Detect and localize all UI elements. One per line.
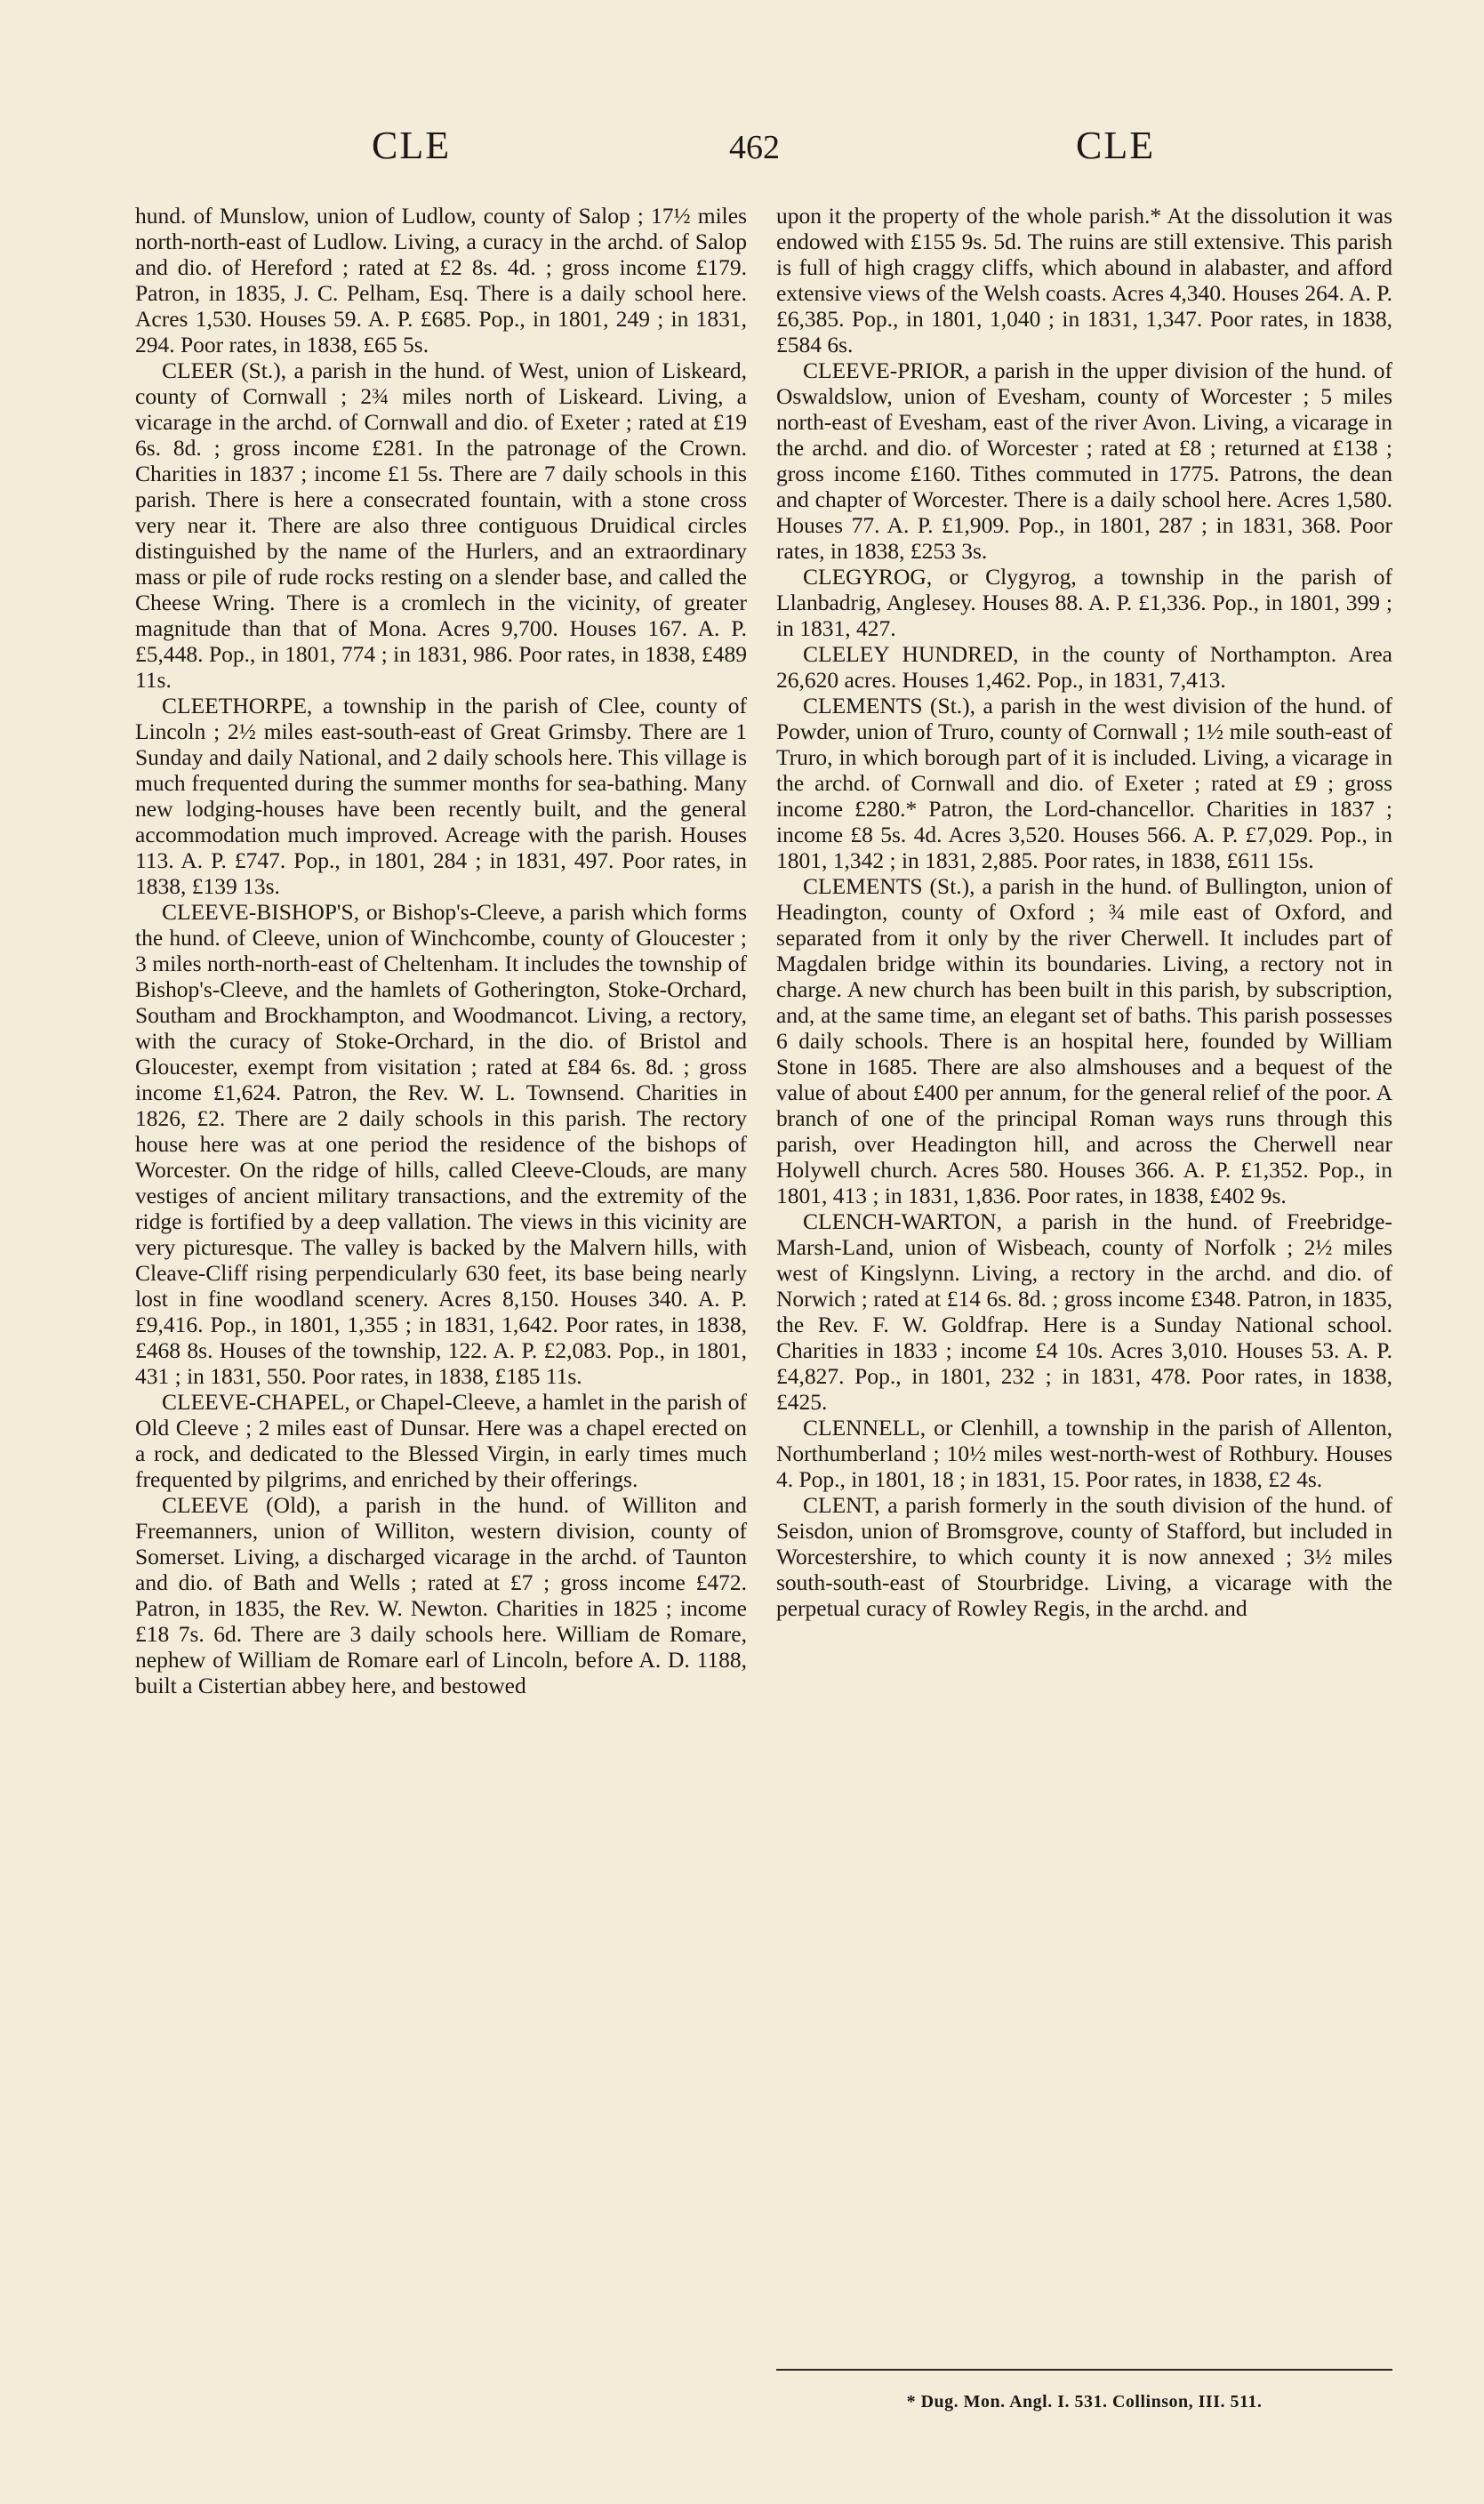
entry-paragraph: CLEEVE (Old), a parish in the hund. of Williton and Freemanners, union of Williton, western division, county of Somerset. Living, a discharged vicarage in the archd. of Taunton and dio. of Bath and Wells ; rated at £7 ; gross income £472. Patron, in 1835, the Rev. W. Newton. Charities in 1825 ; income £18 7s. 6d. There are 3 daily schools here. William de Romare, nephew of William de Romare earl of Lincoln, before A. D. 1188, built a Cistertian abbey here, and bestowed: [135, 1492, 747, 1698]
entry-paragraph: CLEMENTS (St.), a parish in the hund. of Bullington, union of Headington, county of Oxford ; ¾ mile east of Oxford, and separated from it only by the river Cherwell. It includes part of Magdalen bridge within its boundaries. Living, a rectory not in charge. A new church has been built in this parish, by subscription, and, at the same time, an elegant set of baths. This parish possesses 6 daily schools. There is an hospital here, founded by William Stone in 1685. There are also almshouses and a bequest of the value of about £400 per annum, for the general relief of the poor. A branch of one of the principal Roman ways runs through this parish, over Headington hill, and across the Cherwell near Holywell church. Acres 580. Houses 366. A. P. £1,352. Pop., in 1801, 413 ; in 1831, 1,836. Poor rates, in 1838, £402 9s.: [776, 873, 1392, 1208]
footnote-rule: [776, 2369, 1392, 2371]
entry-paragraph: CLENT, a parish formerly in the south division of the hund. of Seisdon, union of Bromsgrove, county of Stafford, but included in Worcestershire, to which county it is now annexed ; 3½ miles south-south-east of Stourbridge. Living, a vicarage with the perpetual curacy of Rowley Regis, in the archd. and: [776, 1492, 1392, 1621]
footnote: * Dug. Mon. Angl. I. 531. Collinson, III. 511.: [906, 2392, 1263, 2412]
header-right-word: CLE: [1076, 124, 1156, 167]
page-number: 462: [729, 129, 780, 166]
entry-paragraph: CLEMENTS (St.), a parish in the west division of the hund. of Powder, union of Truro, county of Cornwall ; 1½ mile south-east of Truro, in which borough part of it is included. Living, a vicarage in the archd. of Cornwall and dio. of Exeter ; rated at £9 ; gross income £280.* Patron, the Lord-chancellor. Charities in 1837 ; income £8 5s. 4d. Acres 3,520. Houses 566. A. P. £7,029. Pop., in 1801, 1,342 ; in 1831, 2,885. Poor rates, in 1838, £611 15s.: [776, 693, 1392, 873]
entry-paragraph: upon it the property of the whole parish.* At the dissolution it was endowed with £155 9s. 5d. The ruins are still extensive. This parish is full of high craggy cliffs, which abound in alabaster, and afford extensive views of the Welsh coasts. Acres 4,340. Houses 264. A. P. £6,385. Pop., in 1801, 1,040 ; in 1831, 1,347. Poor rates, in 1838, £584 6s.: [776, 203, 1392, 357]
entry-paragraph: CLEETHORPE, a township in the parish of Clee, county of Lincoln ; 2½ miles east-south-east of Great Grimsby. There are 1 Sunday and daily National, and 2 daily schools here. This village is much frequented during the summer months for sea-bathing. Many new lodging-houses have been recently built, and the general accommodation much improved. Acreage with the parish. Houses 113. A. P. £747. Pop., in 1801, 284 ; in 1831, 497. Poor rates, in 1838, £139 13s.: [135, 693, 747, 899]
entry-paragraph: CLEER (St.), a parish in the hund. of West, union of Liskeard, county of Cornwall ; 2¾ miles north of Liskeard. Living, a vicarage in the archd. of Cornwall and dio. of Exeter ; rated at £19 6s. 8d. ; gross income £281. In the patronage of the Crown. Charities in 1837 ; income £1 5s. There are 7 daily schools in this parish. There is here a consecrated fountain, with a stone cross very near it. There are also three contiguous Druidical circles distinguished by the name of the Hurlers, and an extraordinary mass or pile of rude rocks resting on a slender base, and called the Cheese Wring. There is a cromlech in the vicinity, of greater magnitude than that of Mona. Acres 9,700. Houses 167. A. P. £5,448. Pop., in 1801, 774 ; in 1831, 986. Poor rates, in 1838, £489 11s.: [135, 357, 747, 693]
entry-paragraph: CLEEVE-PRIOR, a parish in the upper division of the hund. of Oswaldslow, union of Evesham, county of Worcester ; 5 miles north-east of Evesham, east of the river Avon. Living, a vicarage in the archd. and dio. of Worcester ; rated at £8 ; returned at £138 ; gross income £160. Tithes commuted in 1775. Patrons, the dean and chapter of Worcester. There is a daily school here. Acres 1,580. Houses 77. A. P. £1,909. Pop., in 1801, 287 ; in 1831, 368. Poor rates, in 1838, £253 3s.: [776, 357, 1392, 564]
entry-paragraph: CLENCH-WARTON, a parish in the hund. of Freebridge-Marsh-Land, union of Wisbeach, county of Norfolk ; 2½ miles west of Kingslynn. Living, a rectory in the archd. and dio. of Norwich ; rated at £14 6s. 8d. ; gross income £348. Patron, in 1835, the Rev. F. W. Goldfrap. Here is a Sunday National school. Charities in 1833 ; income £4 10s. Acres 3,010. Houses 53. A. P. £4,827. Pop., in 1801, 232 ; in 1831, 478. Poor rates, in 1838, £425.: [776, 1208, 1392, 1415]
header-left-word: CLE: [372, 124, 452, 167]
entry-paragraph: CLELEY HUNDRED, in the county of Northampton. Area 26,620 acres. Houses 1,462. Pop., in 1831, 7,413.: [776, 641, 1392, 693]
entry-paragraph: CLENNELL, or Clenhill, a township in the parish of Allenton, Northumberland ; 10½ miles west-north-west of Rothbury. Houses 4. Pop., in 1801, 18 ; in 1831, 15. Poor rates, in 1838, £2 4s.: [776, 1415, 1392, 1492]
entry-paragraph: CLEEVE-CHAPEL, or Chapel-Cleeve, a hamlet in the parish of Old Cleeve ; 2 miles east of Dunsar. Here was a chapel erected on a rock, and dedicated to the Blessed Virgin, in early times much frequented by pilgrims, and enriched by their offerings.: [135, 1389, 747, 1492]
left-column: [135, 203, 747, 1698]
running-header: [0, 123, 1484, 176]
entry-paragraph: CLEGYROG, or Clygyrog, a township in the parish of Llanbadrig, Anglesey. Houses 88. A. P. £1,336. Pop., in 1801, 399 ; in 1831, 427.: [776, 564, 1392, 641]
entry-paragraph: CLEEVE-BISHOP'S, or Bishop's-Cleeve, a parish which forms the hund. of Cleeve, union of Winchcombe, county of Gloucester ; 3 miles north-north-east of Cheltenham. It includes the township of Bishop's-Cleeve, and the hamlets of Gotherington, Stoke-Orchard, Southam and Brockhampton, and Woodmancot. Living, a rectory, with the curacy of Stoke-Orchard, in the dio. of Bristol and Gloucester, exempt from visitation ; rated at £84 6s. 8d. ; gross income £1,624. Patron, the Rev. W. L. Townsend. Charities in 1826, £2. There are 2 daily schools in this parish. The rectory house here was at one period the residence of the bishops of Worcester. On the ridge of hills, called Cleeve-Clouds, are many vestiges of ancient military transactions, and the extremity of the ridge is fortified by a deep vallation. The views in this vicinity are very picturesque. The valley is backed by the Malvern hills, with Cleave-Cliff rising perpendicularly 630 feet, its base being nearly lost in fine woodland scenery. Acres 8,150. Houses 340. A. P. £9,416. Pop., in 1801, 1,355 ; in 1831, 1,642. Poor rates, in 1838, £468 8s. Houses of the township, 122. A. P. £2,083. Pop., in 1801, 431 ; in 1831, 550. Poor rates, in 1838, £185 11s.: [135, 899, 747, 1389]
entry-paragraph: hund. of Munslow, union of Ludlow, county of Salop ; 17½ miles north-north-east of Ludlow. Living, a curacy in the archd. of Salop and dio. of Hereford ; rated at £2 8s. 4d. ; gross income £179. Patron, in 1835, J. C. Pelham, Esq. There is a daily school here. Acres 1,530. Houses 59. A. P. £685. Pop., in 1801, 249 ; in 1831, 294. Poor rates, in 1838, £65 5s.: [135, 203, 747, 357]
right-column: [776, 203, 1392, 1621]
